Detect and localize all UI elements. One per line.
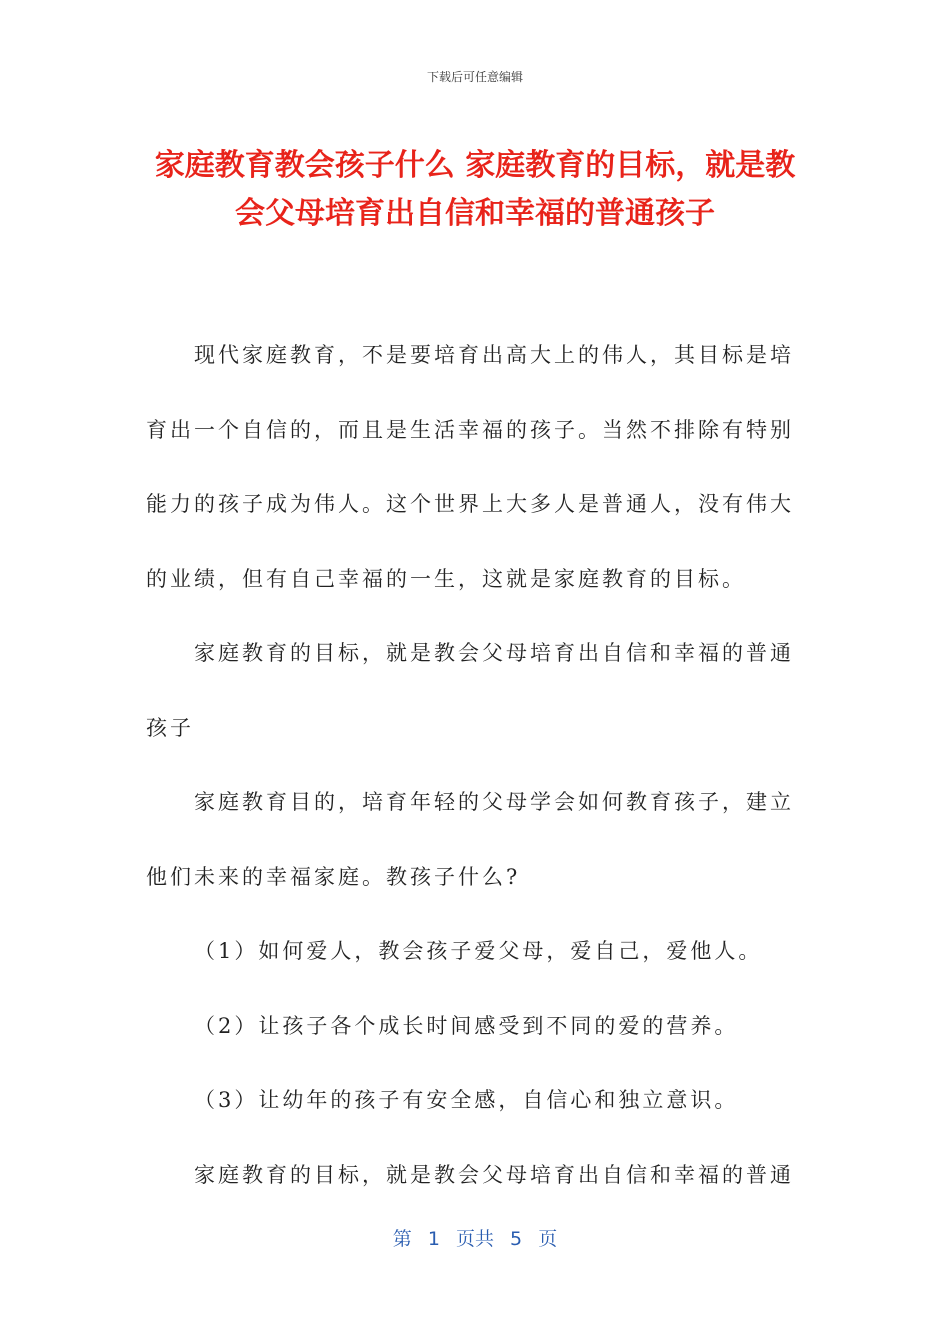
paragraph-3: 家庭教育目的，培育年轻的父母学会如何教育孩子，建立他们未来的幸福家庭。教孩子什么? [146, 790, 794, 889]
document-title: 家庭教育教会孩子什么 家庭教育的目标，就是教会父母培育出自信和幸福的普通孩子 [154, 148, 796, 231]
page-label-prefix: 第 [392, 1228, 412, 1250]
total-pages-number: 5 [510, 1228, 523, 1250]
page-footer [0, 1224, 950, 1251]
paragraph-2: 家庭教育的目标，就是教会父母培育出自信和幸福的普通孩子 [146, 641, 794, 740]
header-note: 下载后可任意编辑 [426, 70, 523, 84]
paragraph-6: （3）让幼年的孩子有安全感，自信心和独立意识。 [194, 1088, 739, 1112]
page-label-middle: 页共 [455, 1228, 494, 1250]
document-body [146, 318, 794, 1212]
paragraph-4: （1）如何爱人，教会孩子爱父母，爱自己，爱他人。 [194, 939, 763, 963]
paragraph-1: 现代家庭教育，不是要培育出高大上的伟人，其目标是培育出一个自信的，而且是生活幸福的孩子。当然不排除有特别能力的孩子成为伟人。这个世界上大多人是普通人，没有伟大的业绩，但有自己幸福的一生，这就是家庭教育的目标。 [146, 343, 794, 591]
paragraph-5: （2）让孩子各个成长时间感受到不同的爱的营养。 [194, 1013, 739, 1038]
page-label-suffix: 页 [538, 1228, 558, 1250]
paragraph-7: 家庭教育的目标，就是教会父母培育出自信和幸福的普通 [194, 1162, 794, 1187]
current-page-number: 1 [427, 1228, 440, 1250]
